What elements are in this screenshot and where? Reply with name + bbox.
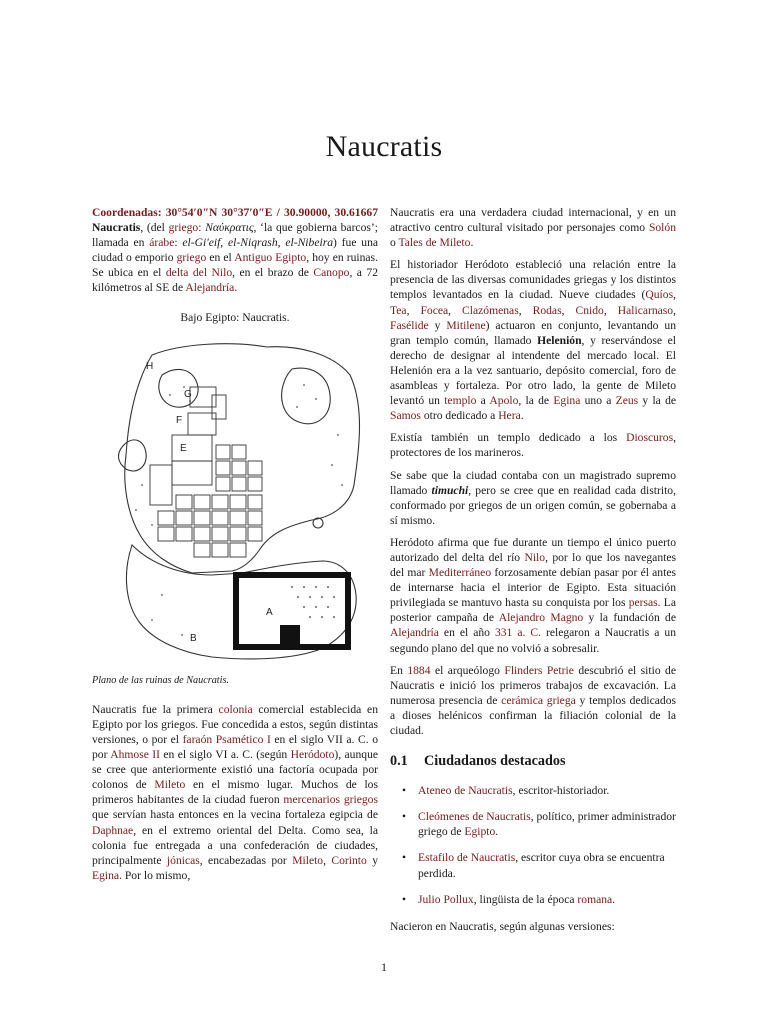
map-caption-bottom: Plano de las ruinas de Naucratis. bbox=[92, 674, 229, 686]
text: , en el extremo oriental del Delta. Como sea, la colonia fue entregada a una confederación de ciudades, principalmente bbox=[92, 823, 378, 867]
text: , bbox=[673, 288, 676, 302]
list-item bbox=[390, 850, 676, 880]
text: o bbox=[390, 236, 399, 250]
text: , encabezadas por bbox=[199, 853, 293, 867]
link-focea[interactable]: Focea bbox=[420, 303, 449, 317]
link-tales[interactable]: Tales de Mileto bbox=[398, 236, 471, 250]
text: , hoy en ruinas. Se ubica en el bbox=[92, 251, 378, 280]
international-paragraph bbox=[390, 205, 676, 250]
text: : bbox=[174, 236, 183, 250]
closing-paragraph: Nacieron en Naucratis, según algunas versiones: bbox=[390, 919, 615, 933]
link-estafilo[interactable]: Estafilo de Naucratis bbox=[418, 851, 516, 865]
temples-paragraph bbox=[390, 257, 676, 423]
text: que servían hasta entonces en la vecina fortaleza egipcia de bbox=[92, 808, 378, 822]
text: . bbox=[612, 892, 616, 906]
link-alejandro-magno[interactable]: Alejandro Magno bbox=[498, 611, 584, 625]
bullet-icon: • bbox=[402, 851, 407, 865]
map-caption-top: Bajo Egipto: Naucratis. bbox=[180, 310, 290, 324]
text: , bbox=[561, 303, 576, 317]
link-antiguo-egipto[interactable]: Antiguo Egipto bbox=[234, 251, 307, 265]
helenion: Helenión bbox=[537, 333, 582, 347]
map-label-e: E bbox=[180, 442, 187, 454]
text: Existía también un templo dedicado a los bbox=[390, 431, 627, 445]
link-apolo[interactable]: Apolo bbox=[489, 394, 519, 408]
text: , ‘la que gobierna barcos’; llamada en bbox=[92, 221, 378, 250]
link-julio-pollux[interactable]: Julio Pollux bbox=[418, 892, 474, 906]
link-herodoto[interactable]: Heródoto bbox=[290, 748, 335, 762]
link-cleomenes[interactable]: Cleómenes de Naucratis bbox=[418, 810, 531, 824]
section-title: Ciudadanos destacados bbox=[424, 753, 566, 770]
link-hera[interactable]: Hera bbox=[498, 409, 521, 423]
text: comercial establecida en Egipto por los griegos. Fue concedida a estos, según distintas versiones, o por el bbox=[92, 702, 378, 746]
map-label-h: H bbox=[146, 360, 154, 372]
text: . bbox=[520, 409, 524, 423]
link-romana[interactable]: romana bbox=[577, 892, 613, 906]
text: y bbox=[366, 853, 379, 867]
text: , lingüista de la época bbox=[473, 892, 578, 906]
map-label-a: A bbox=[266, 606, 273, 618]
text: y la de bbox=[638, 394, 677, 408]
link-corinto[interactable]: Corinto bbox=[331, 853, 367, 867]
text: , escritor cuya obra se encuentra perdida. bbox=[418, 851, 665, 880]
link-alejandria[interactable]: Alejandría bbox=[185, 281, 235, 295]
link-cnido[interactable]: Cnido bbox=[575, 303, 604, 317]
text: , a 72 kilómetros al SE de bbox=[92, 266, 379, 295]
link-petrie[interactable]: Flinders Petrie bbox=[504, 663, 574, 677]
citizens-list bbox=[390, 783, 676, 907]
magistrate-paragraph bbox=[390, 468, 676, 528]
page-number: 1 bbox=[381, 960, 387, 974]
link-zeus[interactable]: Zeus bbox=[615, 394, 639, 408]
text: a bbox=[476, 394, 490, 408]
text: otro dedicado a bbox=[420, 409, 499, 423]
link-persas[interactable]: persas bbox=[628, 596, 658, 610]
text: en el siglo VII a. C. o por bbox=[92, 732, 378, 762]
link-egipto[interactable]: Egipto bbox=[464, 825, 496, 839]
text: forzosamente debían pasar por él antes de internarse hacia el interior de Egipto. Esta situación privilegiada se mantuvo hasta su conquista por los bbox=[390, 566, 676, 610]
text: , la de bbox=[518, 394, 554, 408]
left-column bbox=[92, 205, 378, 890]
greek-name: Ναύκρατις bbox=[205, 221, 254, 235]
section-number: 0.1 bbox=[390, 753, 408, 770]
map-label-g: G bbox=[184, 388, 192, 400]
text: . bbox=[234, 281, 238, 295]
list-item bbox=[390, 783, 676, 798]
link-ceramica[interactable]: cerámica griega bbox=[501, 693, 576, 707]
ruins-map-drawing bbox=[92, 335, 378, 665]
link-mileto-2[interactable]: Mileto bbox=[292, 853, 324, 867]
link-samos[interactable]: Samos bbox=[390, 409, 421, 423]
text: el arqueólogo bbox=[430, 663, 505, 677]
text: , por lo que los navegantes del mar bbox=[390, 550, 676, 580]
link-templo[interactable]: templo bbox=[444, 394, 477, 408]
link-mediterraneo[interactable]: Mediterráneo bbox=[428, 566, 492, 580]
arabic-name-3: el-Nibeira bbox=[285, 236, 333, 250]
text: . bbox=[470, 236, 474, 250]
bullet-icon: • bbox=[402, 784, 407, 798]
colony-paragraph bbox=[92, 702, 378, 883]
timuchi: timuchi bbox=[431, 483, 469, 497]
port-paragraph bbox=[390, 535, 676, 656]
link-1884[interactable]: 1884 bbox=[407, 663, 431, 677]
link-mitilene[interactable]: Mitilene bbox=[446, 318, 486, 332]
text: relegaron a Naucratis a un segundo plano del que no volvió a sobresalir. bbox=[390, 626, 676, 655]
text: en el mismo lugar. Muchos de los primeros habitantes de la ciudad fueron bbox=[92, 778, 378, 807]
article-name: Naucratis bbox=[92, 221, 141, 235]
text: , bbox=[277, 236, 286, 250]
text: , protectores de los marineros. bbox=[390, 431, 676, 460]
link-ateneo[interactable]: Ateneo de Naucratis bbox=[418, 784, 513, 798]
right-column bbox=[390, 205, 676, 941]
section-heading bbox=[390, 754, 676, 769]
link-faselide[interactable]: Fasélide bbox=[390, 318, 429, 332]
link-dioscuros[interactable]: Dioscuros bbox=[626, 431, 674, 445]
link-halicarnaso[interactable]: Halicarnaso bbox=[617, 303, 674, 317]
link-delta-del-nilo[interactable]: delta del Nilo bbox=[165, 266, 233, 280]
text: , bbox=[323, 853, 332, 867]
text: y templos dedicados a dioses helénicos confirman la filiación colonial de la ciudad. bbox=[390, 693, 677, 737]
link-ahmose[interactable]: Ahmose II bbox=[110, 748, 160, 762]
list-item bbox=[390, 892, 676, 907]
text: , bbox=[603, 303, 618, 317]
link-colonia[interactable]: colonia bbox=[218, 702, 253, 716]
text: ) fue una ciudad o emporio bbox=[92, 236, 379, 265]
text: El historiador Heródoto estableció una relación entre la presencia de las diversas comunidades griegas y los distintos templos levantados en la ciudad. Nueve ciudades ( bbox=[390, 258, 676, 302]
petrie-paragraph bbox=[390, 663, 676, 738]
page-title: Naucratis bbox=[325, 130, 443, 164]
text: descubrió el sitio de Naucratis e inició los primeros trabajos de excavación. La numerosa presencia de bbox=[390, 663, 677, 707]
arabic-name-2: el-Niqrash bbox=[228, 236, 278, 250]
link-quios[interactable]: Quíos bbox=[645, 288, 674, 302]
map-label-f: F bbox=[176, 414, 183, 426]
link-tea[interactable]: Tea bbox=[390, 303, 407, 317]
text: . Por lo mismo, bbox=[119, 868, 191, 882]
text: , en el brazo de bbox=[232, 266, 314, 280]
text: en el bbox=[206, 251, 235, 265]
text: . bbox=[495, 825, 499, 839]
text: , bbox=[518, 303, 533, 317]
text: y la fundación de bbox=[583, 611, 677, 625]
text: Se sabe que la ciudad contaba con un magistrado supremo llamado bbox=[390, 468, 676, 497]
text: Naucratis fue la primera bbox=[92, 702, 219, 716]
ruins-map bbox=[92, 335, 378, 665]
text: , pero se cree que en realidad cada distrito, conformado por griegos de un origen común, se gobernaba a sí mismo. bbox=[390, 483, 676, 527]
text: , bbox=[448, 303, 463, 317]
coordinates-link[interactable]: Coordenadas: 30°54′0″N 30°37′0″E / 30.90000, 30.61667 bbox=[92, 206, 378, 219]
intro-paragraph bbox=[92, 205, 378, 296]
text: , bbox=[673, 303, 677, 317]
text: uno a bbox=[580, 394, 616, 408]
link-alejandria-2[interactable]: Alejandría bbox=[390, 626, 439, 640]
link-rodas[interactable]: Rodas bbox=[532, 303, 562, 317]
text: ) actuaron en conjunto, levantando un gran templo común, llamado bbox=[390, 318, 676, 347]
dioscuros-paragraph bbox=[390, 430, 676, 460]
link-jonicas[interactable]: jónicas bbox=[166, 853, 200, 867]
link-egina[interactable]: Egina bbox=[92, 868, 120, 882]
link-arabe[interactable]: árabe bbox=[149, 236, 175, 250]
text: En bbox=[390, 663, 408, 677]
bullet-icon: • bbox=[402, 810, 407, 824]
text: ), aunque se cree que anteriormente existió una factoría ocupada por colonos de bbox=[92, 748, 379, 792]
text: en el año bbox=[438, 626, 495, 640]
text: , bbox=[406, 303, 421, 317]
arabic-name: el-Gi'eif bbox=[182, 236, 221, 250]
link-faraon[interactable]: faraón Psamético I bbox=[182, 732, 271, 746]
link-egina-2[interactable]: Egina bbox=[553, 394, 581, 408]
text: en el siglo VI a. C. (según bbox=[159, 748, 291, 762]
text: y bbox=[428, 318, 447, 332]
link-mercenarios[interactable]: mercenarios griegos bbox=[283, 793, 378, 807]
text: . La posterior campaña de bbox=[390, 596, 676, 625]
link-griego-2[interactable]: griego bbox=[176, 251, 207, 265]
text: : bbox=[198, 221, 206, 235]
link-331[interactable]: 331 a. C. bbox=[494, 626, 541, 640]
list-item bbox=[390, 809, 676, 839]
link-griego[interactable]: griego bbox=[168, 221, 199, 235]
bullet-icon: • bbox=[402, 892, 407, 906]
link-clazomenas[interactable]: Clazómenas bbox=[462, 303, 519, 317]
map-label-b: B bbox=[190, 632, 197, 644]
link-mileto[interactable]: Mileto bbox=[154, 778, 186, 792]
link-daphnae[interactable]: Daphnae bbox=[92, 823, 134, 837]
link-canopo[interactable]: Canopo bbox=[313, 266, 350, 280]
text: Naucratis era una verdadera ciudad internacional, y en un atractivo centro cultural visitado por personajes como bbox=[390, 206, 676, 235]
link-solon[interactable]: Solón bbox=[648, 221, 676, 235]
text: , (del bbox=[140, 221, 169, 235]
text: , bbox=[220, 236, 229, 250]
text: Heródoto afirma que fue durante un tiempo el único puerto autorizado del delta del río bbox=[390, 535, 676, 564]
text: , y reservándose el derecho de designar al intendente del mercado local. El Helenión era a la vez santuario, depósito comercial, foro de asambleas y fortaleza. Por otro lado, la gente de Mileto levantó un bbox=[390, 333, 676, 408]
link-nilo[interactable]: Nilo bbox=[524, 550, 546, 564]
text: , político, primer administrador griego de bbox=[418, 810, 676, 839]
text: , escritor-historiador. bbox=[512, 784, 610, 798]
